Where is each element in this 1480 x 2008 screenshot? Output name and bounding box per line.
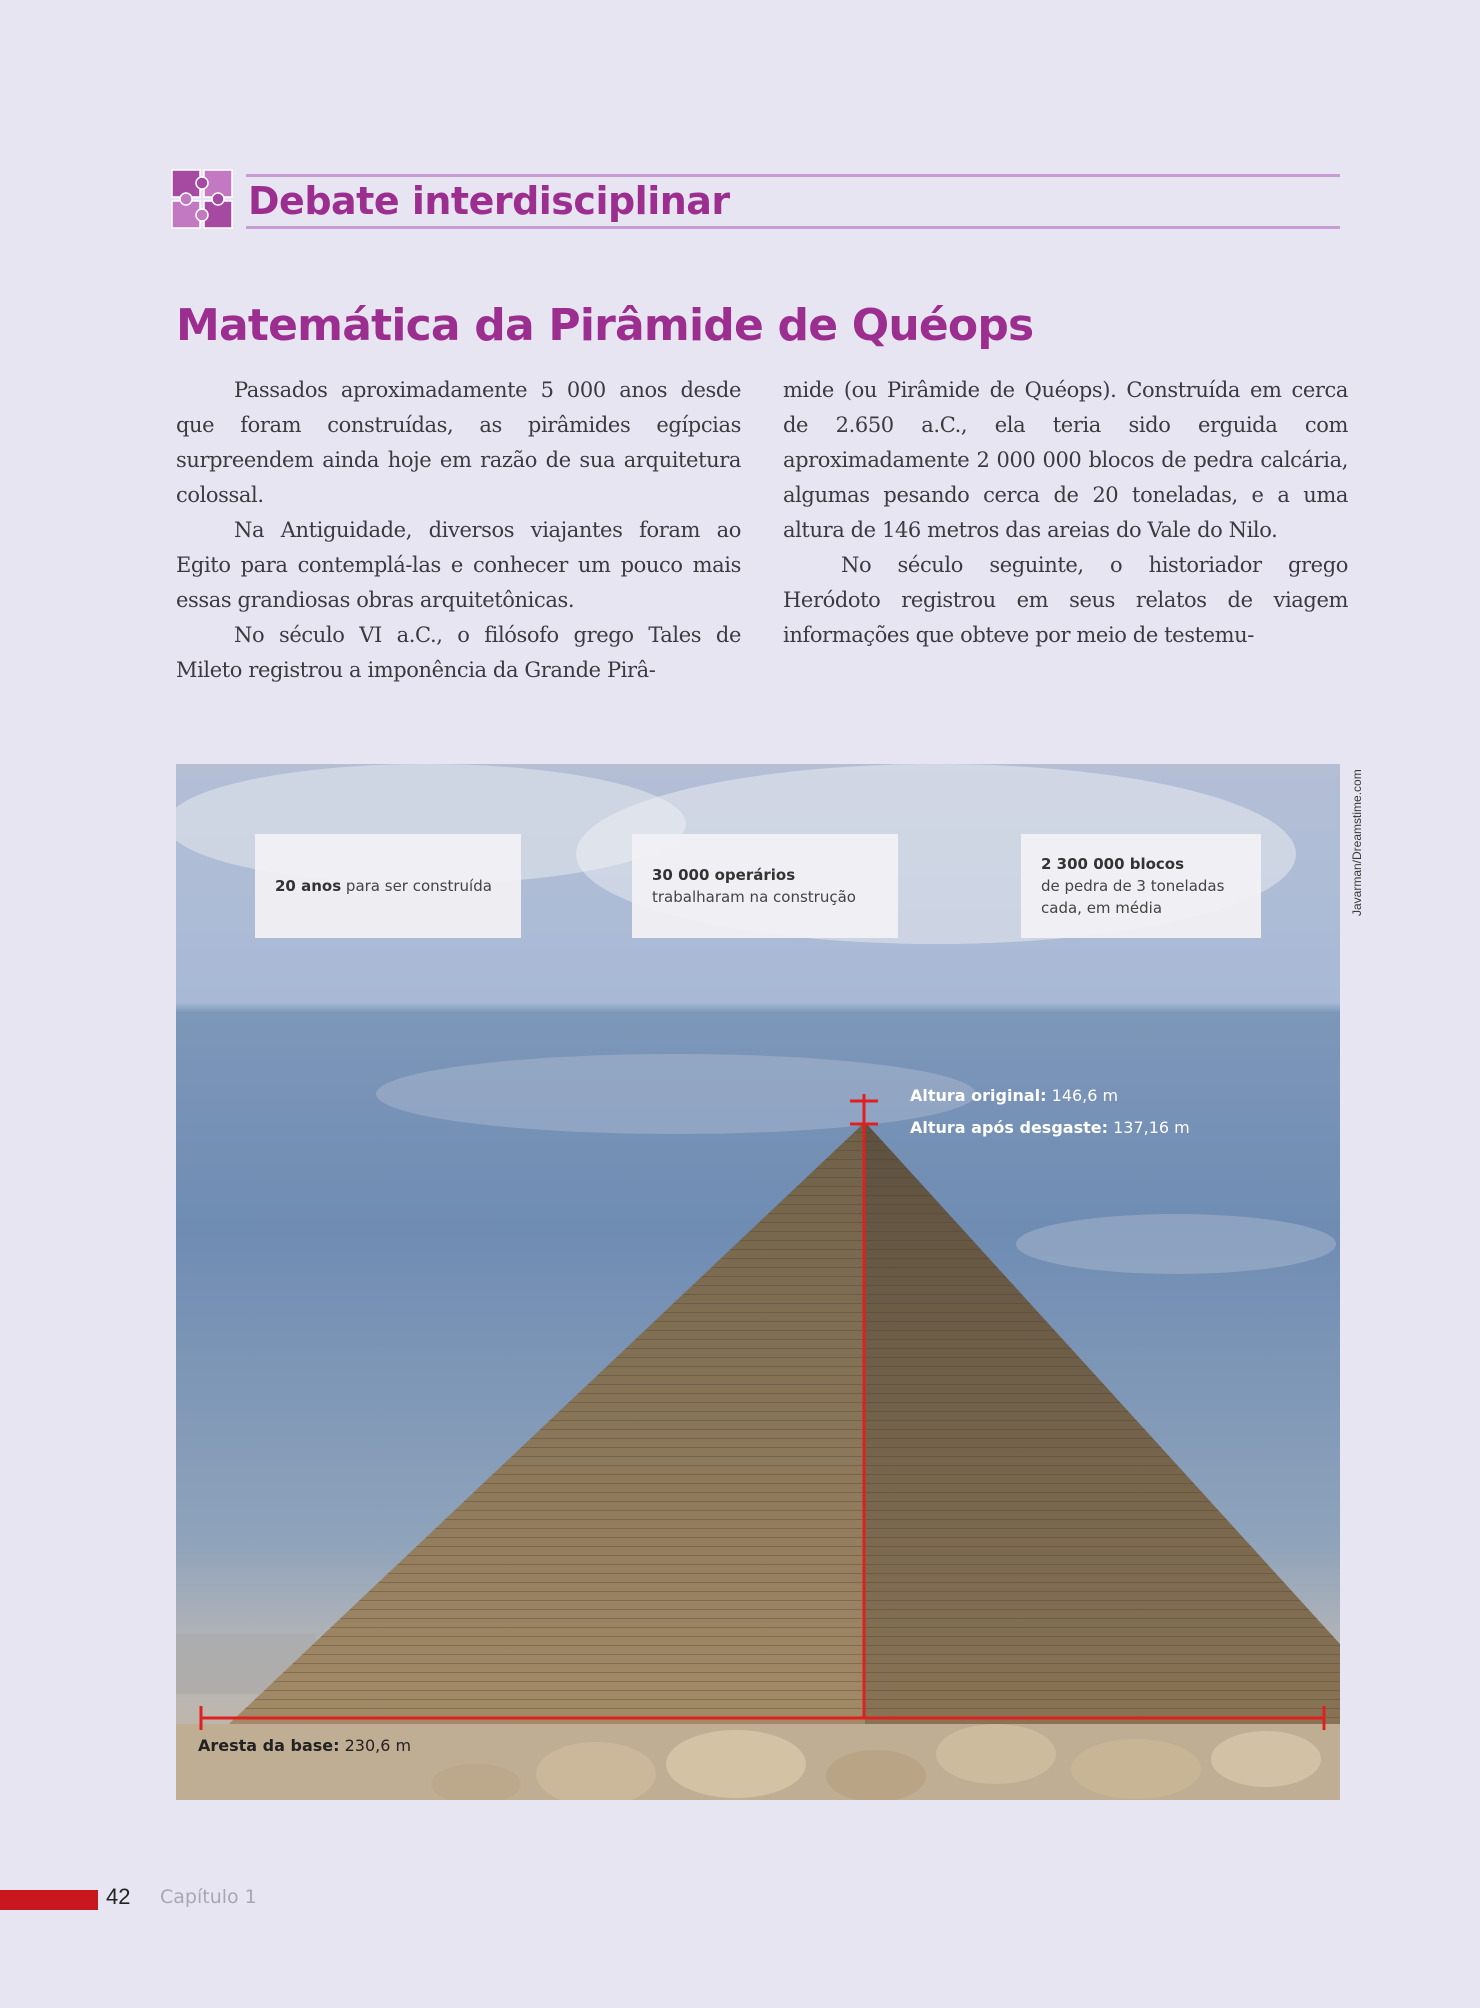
label-value: 137,16 m (1113, 1118, 1190, 1137)
paragraph: mide (ou Pirâmide de Quéops). Construída em cerca de 2.650 a.C., ela teria sido erguida com aproximadamente 2 000 000 blocos de pedra calcária, algumas pesando cerca de 20 toneladas, e a uma altura de 146 metros das areias do Vale do Nilo. (783, 378, 1348, 542)
section-header (168, 166, 1340, 232)
footer-bar (0, 1890, 98, 1910)
chapter-label: Capítulo 1 (160, 1886, 257, 1908)
height-original-label (910, 1086, 1118, 1105)
header-rule-bottom (246, 226, 1340, 229)
text-column-left (176, 373, 741, 688)
fact-text: trabalharam na construção (652, 888, 856, 906)
paragraph: No século VI a.C., o filósofo grego Tales de Mileto registrou a imponência da Grande Pirâ- (176, 623, 741, 682)
base-edge-label (198, 1736, 411, 1755)
label-key: Aresta da base: (198, 1736, 340, 1755)
fact-bold: 30 000 operários (652, 866, 796, 884)
label-value: 230,6 m (344, 1736, 412, 1755)
section-title: Debate interdisciplinar (248, 179, 730, 223)
fact-text: para ser construída (345, 877, 492, 895)
cloud (1016, 1214, 1336, 1274)
puzzle-icon (168, 166, 236, 232)
fact-text: de pedra de 3 toneladas cada, em média (1041, 877, 1225, 917)
paragraph: Passados aproximadamente 5 000 anos desde que foram construídas, as pirâmides egípcias surpreendem ainda hoje em razão de sua arquitetura colossal. (176, 378, 741, 507)
fact-bold: 20 anos (275, 877, 342, 895)
label-key: Altura original: (910, 1086, 1047, 1105)
header-rule-top (246, 174, 1340, 177)
fact-box-blocks (1021, 834, 1261, 938)
text-column-right (783, 373, 1348, 653)
paragraph: Na Antiguidade, diversos viajantes foram ao Egito para contemplá-las e conhecer um pouco mais essas grandiosas obras arquitetônicas. (176, 518, 741, 612)
cloud (376, 1054, 976, 1134)
page-title: Matemática da Pirâmide de Quéops (176, 300, 1034, 351)
page-number: 42 (106, 1884, 131, 1909)
label-key: Altura após desgaste: (910, 1118, 1108, 1137)
fact-box-years (255, 834, 521, 938)
fact-bold: 2 300 000 blocos (1041, 855, 1185, 873)
label-value: 146,6 m (1051, 1086, 1119, 1105)
photo-credit: Javarman/Dreamstime.com (1350, 769, 1364, 916)
fact-box-workers (632, 834, 898, 938)
height-worn-label (910, 1118, 1190, 1137)
paragraph: No século seguinte, o historiador grego Heródoto registrou em seus relatos de viagem informações que obteve por meio de testemu- (783, 553, 1348, 647)
